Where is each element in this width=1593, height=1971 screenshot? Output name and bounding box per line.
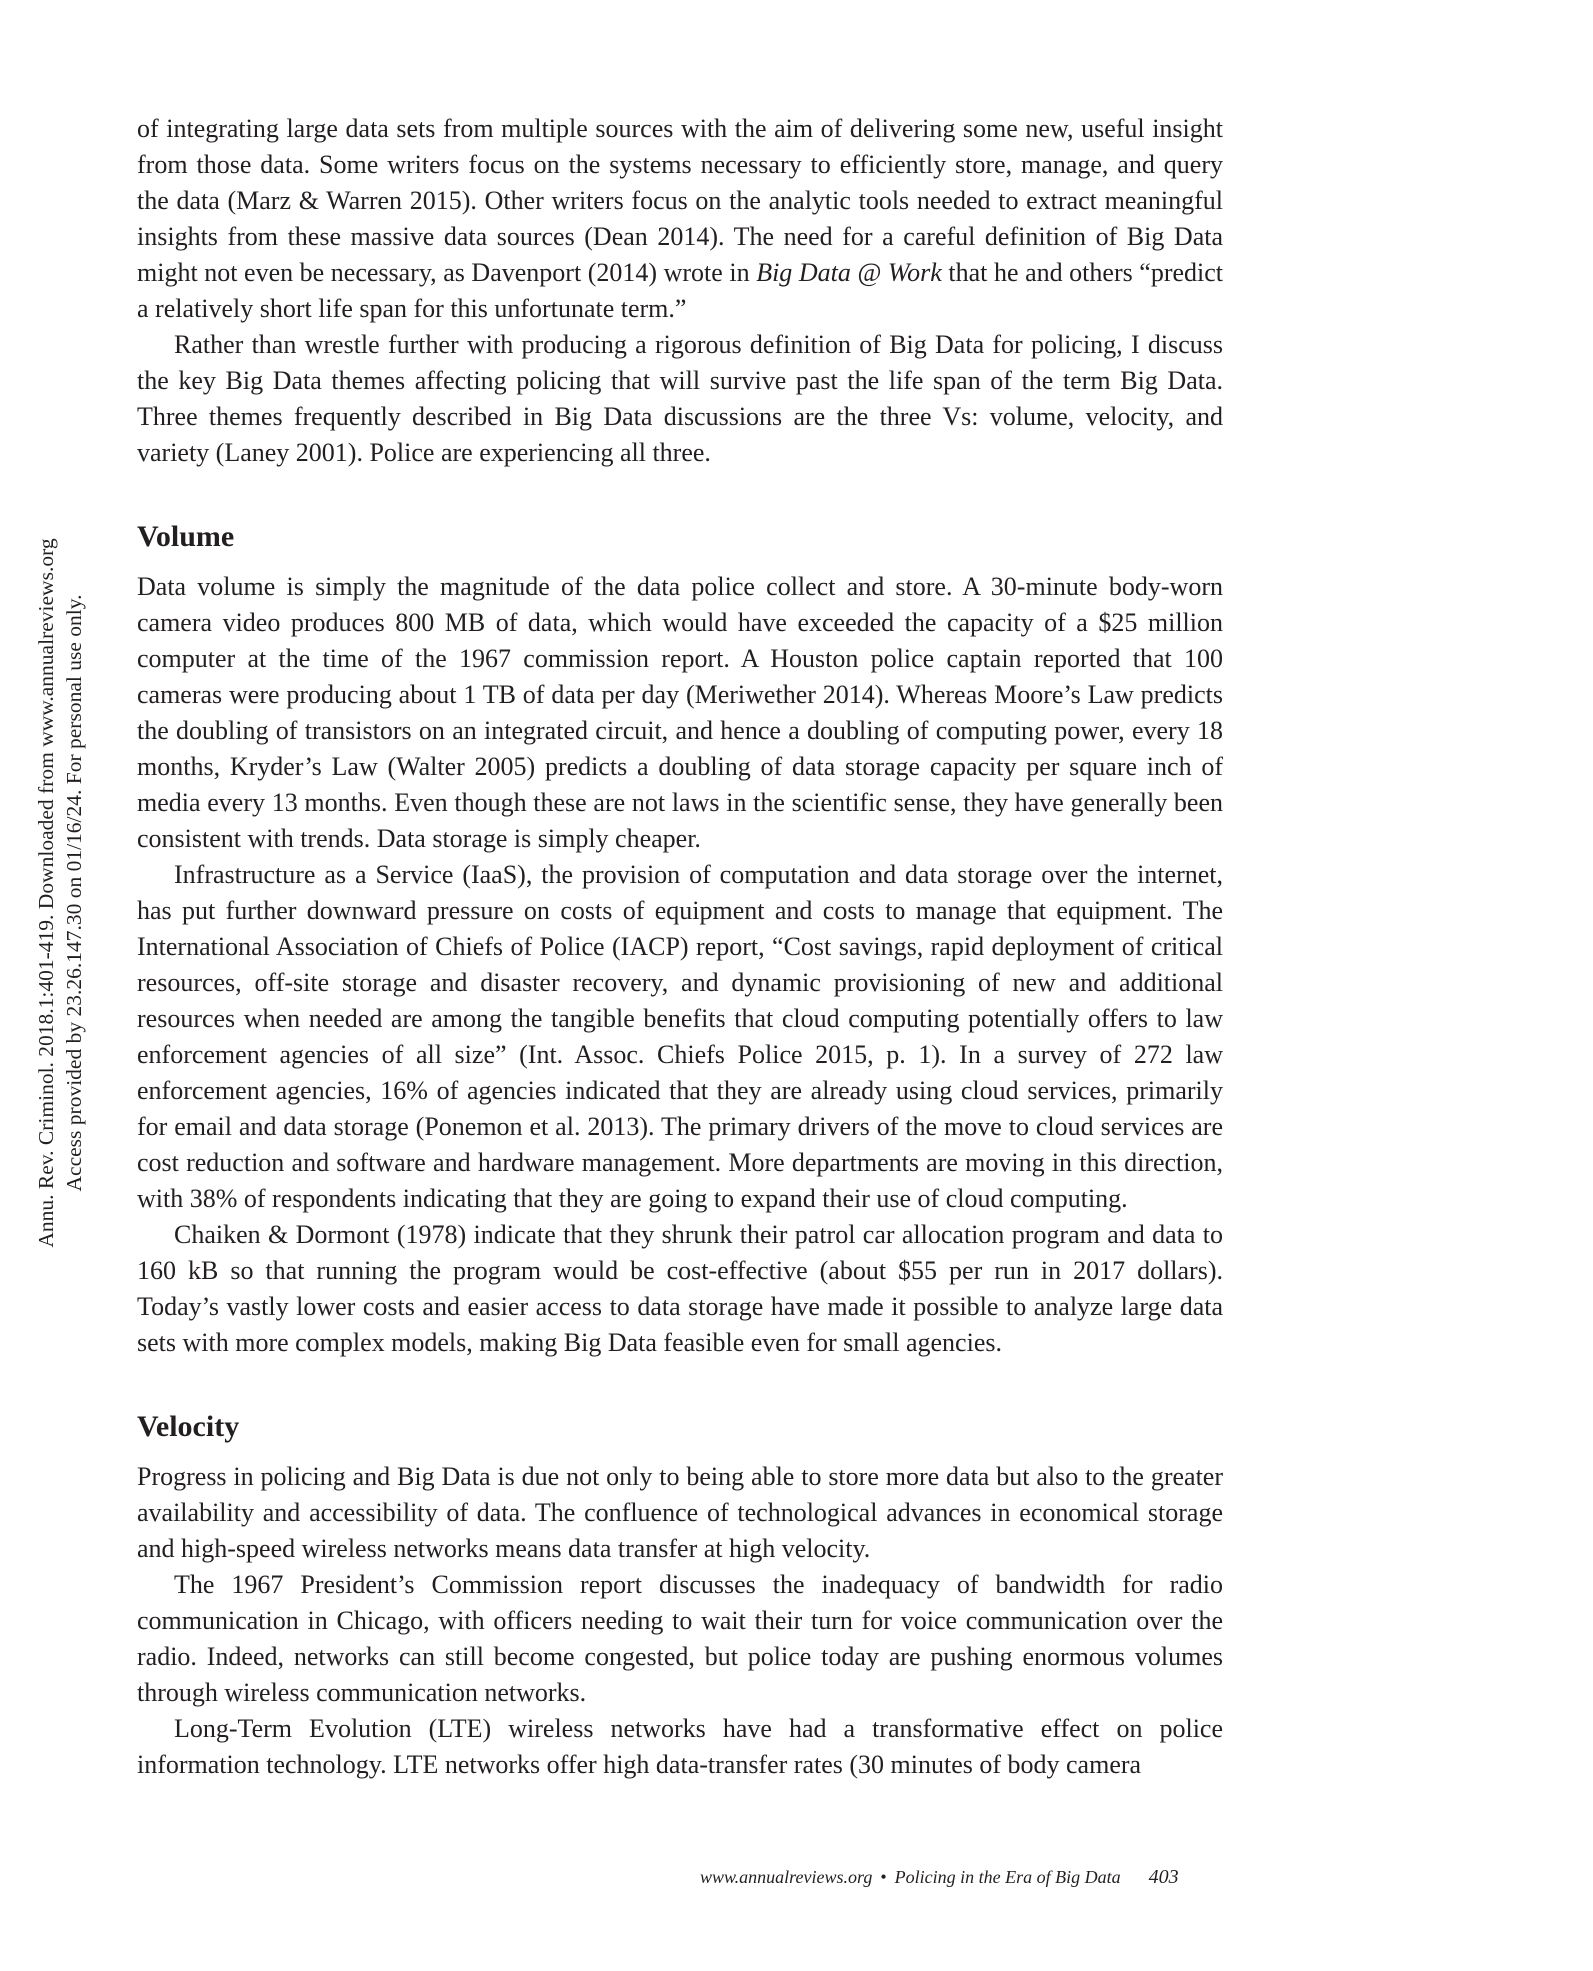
velocity-heading: Velocity [137,1410,240,1443]
main-text-column [137,111,1223,1783]
velocity-paragraph-3: Long-Term Evolution (LTE) wireless networks have had a transformative effect on police information technology. LTE networks offer high data-transfer rates (30 minutes of body camera [137,1714,1223,1779]
intro-p1-text-b: that he and others “predict a relatively short life span for this unfortunate term.” [137,258,1224,323]
book-title-italic: Big Data @ Work [756,258,942,287]
access-note-line-2: Access provided by 23.26.147.30 on 01/16/24. For personal use only. [62,594,86,1192]
velocity-paragraph-1: Progress in policing and Big Data is due not only to being able to store more data but also to the greater availability and accessibility of data. The confluence of technological advances in economical storage and high-speed wireless networks means data transfer at high velocity. [137,1462,1223,1563]
page-footer [700,1866,1292,1889]
volume-paragraph-2: Infrastructure as a Service (IaaS), the provision of computation and data storage over the internet, has put further downward pressure on costs of equipment and costs to manage that equipment. The International Association of Chiefs of Police (IACP) report, “Cost savings, rapid deployment of critical resources, off-site storage and disaster recovery, and dynamic provisioning of new and additional resources when needed are among the tangible benefits that cloud computing potentially offers to law enforcement agencies of all size” (Int. Assoc. Chiefs Police 2015, p. 1). In a survey of 272 law enforcement agencies, 16% of agencies indicated that they are already using cloud services, primarily for email and data storage (Ponemon et al. 2013). The primary drivers of the move to cloud services are cost reduction and software and hardware management. More departments are moving in this direction, with 38% of respondents indicating that they are going to expand their use of cloud computing. [137,860,1223,1213]
page-number: 403 [1148,1866,1179,1888]
intro-paragraph-1 [137,111,1223,327]
velocity-paragraph-2: The 1967 President’s Commission report discusses the inadequacy of bandwidth for radio communication in Chicago, with officers needing to wait their turn for voice communication over the radio. Indeed, networks can still become congested, but police today are pushing enormous volumes through wireless communication networks. [137,1570,1223,1707]
access-note-line-1: Annu. Rev. Criminol. 2018.1:401-419. Downloaded from www.annualreviews.org [34,538,58,1248]
volume-paragraph-1: Data volume is simply the magnitude of the data police collect and store. A 30-minute body-worn camera video produces 800 MB of data, which would have exceeded the capacity of a $25 million computer at the time of the 1967 commission report. A Houston police captain reported that 100 cameras were producing about 1 TB of data per day (Meriwether 2014). Whereas Moore’s Law predicts the doubling of transistors on an integrated circuit, and hence a doubling of computing power, every 18 months, Kryder’s Law (Walter 2005) predicts a doubling of data storage capacity per square inch of media every 13 months. Even though these are not laws in the scientific sense, they have generally been consistent with trends. Data storage is simply cheaper. [137,572,1223,853]
intro-paragraph-2: Rather than wrestle further with producing a rigorous definition of Big Data for policing, I discuss the key Big Data themes affecting policing that will survive past the life span of the term Big Data. Three themes frequently described in Big Data discussions are the three Vs: volume, velocity, and variety (Laney 2001). Police are experiencing all three. [137,330,1223,467]
footer-url: www.annualreviews.org [700,1867,873,1887]
access-note [32,403,94,1383]
intro-p1-text-a: of integrating large data sets from multiple sources with the aim of delivering some new, useful insight from those data. Some writers focus on the systems necessary to efficiently store, manage, and query the data (Marz & Warren 2015). Other writers focus on the analytic tools needed to extract meaningful insights from these massive data sources (Dean 2014). The need for a careful definition of Big Data might not even be necessary, as Davenport (2014) wrote in [137,114,1223,287]
volume-heading: Volume [137,520,235,553]
running-title: Policing in the Era of Big Data [894,1867,1121,1887]
footer-bullet: • [880,1867,887,1887]
volume-paragraph-3: Chaiken & Dormont (1978) indicate that they shrunk their patrol car allocation program and data to 160 kB so that running the program would be cost-effective (about $55 per run in 2017 dollars). Today’s vastly lower costs and easier access to data storage have made it possible to analyze large data sets with more complex models, making Big Data feasible even for small agencies. [137,1220,1223,1357]
